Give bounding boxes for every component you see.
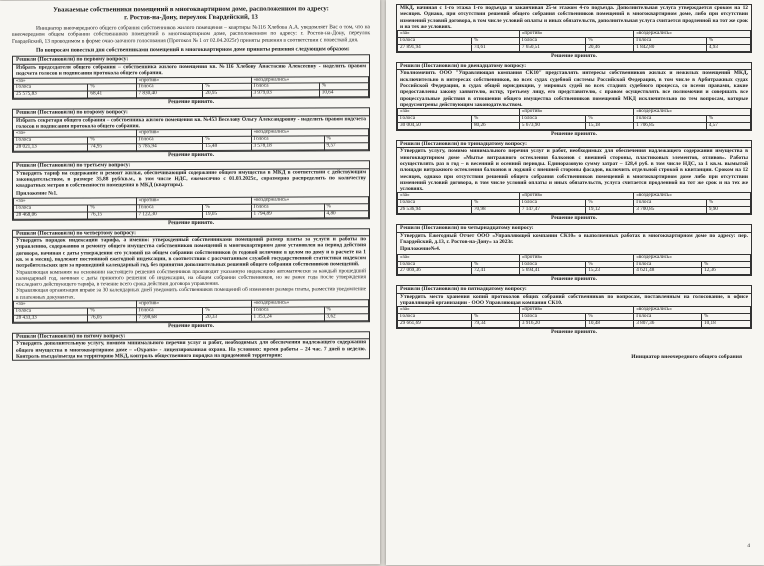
votes-col-label: Голоса — [634, 200, 707, 207]
votes-abstain-header: «воздержались» — [634, 31, 751, 38]
votes-abstain-header: «воздержались» — [634, 307, 751, 314]
votes-abstain-header: «воздержались» — [251, 76, 368, 83]
votes-for-percent: 74,95 — [88, 144, 136, 151]
question-text: Утвердить порядок индексации тарифа, а именно: утвержденный собственниками помещений размер платы за услуги и работы по управлению, содержанию и ремонту общего имущества собственников помещений в многоквартирном доме установлен на период действия договора, начиная с даты утверждения его условий на общем собрании собственников (в годовой величине в целом по дому и в расчете на 1 кв. м в месяц), подлежит постоянной ежегодной индексации, в соответствии с рассчитанным службой государственной статистики индексом потребительских цен за прошедший календарный год, без принятия дополнительных решений общего собрания собственников помещений. — [16, 236, 366, 269]
question-text: Утвердить тариф на содержание и ремонт жилья, обеспечивающий содержание общего имущества в МКД в соответствии с действующим законодательством, в размере 35,88 руб/кв.м., в том числе НДС, ежемесячно с 01.03.2025г., соразмерно распределить по количеству квадратных метров в собственности помещения в МКД (квартиры). — [16, 168, 366, 189]
votes-against-header: «против» — [519, 307, 633, 314]
votes-table — [13, 196, 369, 219]
votes-col-label: Голоса — [519, 261, 586, 268]
votes-abstain-percent: 3,62 — [324, 314, 368, 321]
question-12-block — [396, 62, 752, 131]
question-text: Утвердить дополнительную услугу, помимо минимального перечня услуг и работ, необходимых для обеспечения надлежащего содержания общего имущества в многоквартирном доме – «Охрана» - лицензированная охрана. На условиях: время работы – 24 час. 7 дней в неделю. Контроль въезда/выезда на территорию МКД, контроль общественного порядка на придомовой территории: — [16, 339, 366, 360]
right-page — [386, 0, 764, 565]
votes-col-label: Голоса — [251, 204, 324, 211]
percent-col-label: % — [88, 308, 136, 315]
votes-for-header: «за» — [398, 109, 520, 116]
question-text: Утвердить место хранения копий протоколов общих собраний собственников по вопросам, поставленным на голосование, в офисе управляющей организации - ООО Управляющая компания СК10. — [400, 293, 748, 307]
votes-abstain-percent: 9,90 — [706, 207, 750, 214]
votes-for-value: 27 069,36 — [398, 268, 472, 275]
percent-col-label: % — [203, 84, 251, 91]
votes-for-header: «за» — [14, 198, 137, 205]
question-text: Уполномочить ООО "Управляющая компания СК10" представлять интересы собственников жилых и нежилых помещений МКД, исключительно в интересах собственников, во всех судах судебной системы Российской Федерации, в том числе в Арбитражных судах Российской Федерации, в судах общей юрисдикции, у мировых судей во всех стадиях судебного процесса, со всеми правами, какие предоставлены закону заявителю, истцу, третьему лицу, его представителю, с правом осуществлять все полномочия и совершать все процессуальные действия в отношении общего имущества собственников помещений МКД исключительно по тем вопросам, которые предусмотрены действующим законодательством. — [400, 70, 748, 108]
votes-for-header: «за» — [398, 31, 520, 38]
votes-col-label: Голоса — [634, 116, 707, 123]
percent-col-label: % — [586, 116, 634, 123]
votes-col-label: Голоса — [634, 38, 707, 45]
percent-col-label: % — [586, 314, 634, 321]
votes-abstain-header: «воздержались» — [634, 254, 751, 261]
votes-col-label: Голоса — [398, 314, 472, 321]
question-heading: Решили (Постановили) по четырнадцатому вопросу: — [397, 225, 751, 233]
votes-abstain-value: 3 578,18 — [251, 143, 324, 150]
votes-against-percent: 19,12 — [586, 207, 634, 214]
votes-col-label: Голоса — [398, 261, 472, 268]
votes-abstain-percent: 4,80 — [324, 210, 368, 217]
votes-for-header: «за» — [14, 301, 137, 308]
votes-table — [397, 306, 751, 328]
question-heading: Решили (Постановили) по первому вопросу: — [13, 56, 369, 65]
votes-table — [397, 30, 751, 52]
votes-col-label: Голоса — [14, 205, 88, 212]
votes-for-header: «за» — [398, 307, 520, 314]
question-heading: Решили (Постановили) по пятому вопросу: — [13, 332, 369, 341]
votes-against-value: 7 598,68 — [136, 314, 203, 321]
question-3-block — [12, 160, 370, 220]
votes-against-header: «против» — [136, 197, 251, 204]
votes-against-percent: 15,23 — [586, 268, 634, 275]
decision-text: Решение принято. — [550, 276, 598, 283]
votes-against-header: «против» — [519, 254, 633, 261]
percent-col-label: % — [706, 200, 750, 207]
votes-for-value: 28 468,06 — [14, 212, 88, 219]
votes-against-header: «против» — [136, 77, 251, 84]
votes-col-label: Голоса — [136, 137, 203, 144]
title-line-1: Уважаемые собственники помещений в многоквартирном доме, расположенном по адресу: — [53, 5, 329, 14]
votes-col-label: Голоса — [136, 307, 203, 314]
decision-text: Решение принято. — [550, 215, 598, 222]
votes-col-label: Голоса — [519, 116, 586, 123]
question-14-block — [396, 224, 752, 276]
votes-abstain-value: 1 706,85 — [634, 123, 707, 130]
votes-col-label: Голоса — [519, 200, 586, 207]
votes-col-label: Голоса — [519, 314, 586, 321]
percent-col-label: % — [586, 261, 634, 268]
votes-for-value: 26 536,94 — [398, 207, 472, 214]
votes-for-percent: 76,05 — [88, 315, 136, 322]
votes-col-label: Голоса — [136, 84, 203, 91]
votes-for-percent: 72,41 — [471, 268, 519, 275]
votes-col-label: Голоса — [398, 116, 472, 123]
percent-col-label: % — [702, 314, 751, 321]
votes-col-label: Голоса — [398, 200, 472, 207]
question-15-block — [396, 285, 752, 329]
votes-abstain-percent: 4,93 — [706, 45, 750, 52]
question-13-block — [396, 140, 752, 215]
votes-against-percent: 20,95 — [203, 91, 251, 98]
decision-text: Решение принято. — [167, 152, 215, 159]
initiator-signature-line: Инициатор внеочередного общего собрания — [631, 354, 742, 361]
percent-col-label: % — [471, 200, 519, 207]
votes-table — [13, 129, 369, 152]
votes-abstain-percent: 12,36 — [702, 268, 751, 275]
question-text-2: Управляющая компания на основании настоящего решения собственников производит указанную индексацию автоматически за каждый прошедший календарный год, начиная с даты принятого решения об индексации, на общем собрании собственников, но не ранее года после утверждения последнего действующего тарифа, в течение всего срока действия договора управления. — [16, 267, 366, 288]
percent-col-label: % — [88, 137, 136, 144]
percent-col-label: % — [706, 38, 750, 45]
question-text-3: Управляющая организация вправе за 30 календарных дней уведомить собственников помещений об изменении размера платы, разместив уведомление в платежных документах. — [16, 286, 366, 301]
percent-col-label: % — [203, 137, 251, 144]
percent-col-label: % — [203, 307, 251, 314]
question-heading: Решили (Постановили) по двенадцатому вопросу: — [397, 63, 751, 71]
decision-text: Решение принято. — [550, 52, 598, 59]
question-text: Избрать председателя общего собрания – собственника жилого помещения кв. №116 Хлебову Анастасию Алексеевну - наделить правом подсчета голосов и подписания протокола общего собрания. — [16, 63, 366, 78]
votes-for-value: 28 433,33 — [14, 315, 88, 322]
votes-against-percent: 20,33 — [203, 314, 251, 321]
votes-against-percent: 20,46 — [586, 45, 634, 52]
percent-col-label: % — [88, 204, 136, 211]
votes-table — [13, 76, 369, 99]
votes-table — [13, 299, 369, 322]
votes-abstain-value: 1 794,89 — [251, 211, 324, 218]
votes-table — [397, 192, 751, 214]
votes-for-value: 30 004,50 — [398, 123, 472, 130]
votes-abstain-percent: 9,57 — [324, 143, 368, 150]
question-heading: Решили (Постановили) по второму вопросу: — [13, 109, 369, 118]
votes-against-value: 7 830,40 — [136, 91, 203, 98]
votes-against-percent: 15,48 — [203, 143, 251, 150]
votes-against-percent: 10,48 — [586, 321, 634, 328]
votes-for-header: «за» — [398, 193, 520, 200]
votes-col-label: Голоса — [251, 136, 324, 143]
votes-abstain-header: «воздержались» — [251, 129, 368, 136]
percent-col-label: % — [324, 203, 368, 210]
question-text: Утвердить услугу, помимо минимального перечня услуг и работ, необходимых для обеспечения надлежащего содержания имущества в многоквартирном доме «Мытье витражного остекления балконов с внешней стороны, пластиковых элементов, отливов». Работы осуществлять раз в год – в весенний и осенний периоды. Единоразовую сумму затрат – 128,4 руб. в том числе НДС, за 1 кв.м. вымытой площади витражного остекления балконов и лоджий с внешней стороны фасадов, включить отдельной строкой в квитанции. Сроком на 12 месяцев, однако при отсутствии решений общего собрания собственников помещений в многоквартирном доме либо при отсутствии изменений условий договора, в том числе условий оплаты и иных обязательств, услуга считается продленной на тот же срок и на тех же условиях. — [400, 148, 748, 193]
votes-abstain-percent: 10,18 — [702, 321, 751, 328]
agenda-paragraph: По вопросам повестки дня собственниками помещений в многоквартирном доме приняты решения следующим образом: — [36, 46, 350, 54]
votes-col-label: Голоса — [136, 204, 203, 211]
votes-abstain-value: 1 842,80 — [634, 45, 707, 52]
votes-for-percent: 74,61 — [471, 45, 519, 52]
votes-against-header: «против» — [519, 109, 633, 116]
votes-abstain-percent: 10,64 — [319, 90, 368, 97]
votes-abstain-value: 3 700,85 — [634, 207, 707, 214]
votes-against-value: 7 650,51 — [519, 45, 586, 52]
votes-against-percent: 19,05 — [203, 211, 251, 218]
votes-col-label: Голоса — [14, 84, 88, 91]
question-5-continuation-block — [396, 4, 752, 53]
votes-against-header: «против» — [519, 31, 633, 38]
votes-table — [397, 254, 751, 276]
votes-col-label: Голоса — [634, 314, 702, 321]
question-text: Утвердить Ежегодный Отчет ООО «Управляющей компании СК10» о выполненных работах в многоквартирном доме по адресу: пер. Гвардейский, д.13, г. Ростов-на-Дону» за 2023г. — [400, 232, 748, 245]
question-4-block — [12, 228, 370, 324]
votes-for-value: 29 661,69 — [398, 321, 472, 328]
votes-against-value: 7 122,30 — [136, 211, 203, 218]
decision-text: Решение принято. — [550, 130, 598, 137]
percent-col-label: % — [586, 38, 634, 45]
votes-against-header: «против» — [519, 193, 633, 200]
votes-abstain-value: 3 807,36 — [634, 321, 702, 328]
votes-abstain-header: «воздержались» — [251, 197, 368, 204]
votes-for-value: 27 891,94 — [398, 45, 472, 52]
percent-col-label: % — [471, 38, 519, 45]
votes-col-label: Голоса — [519, 38, 586, 45]
votes-col-label: Голоса — [251, 307, 324, 314]
percent-col-label: % — [88, 84, 136, 91]
percent-col-label: % — [203, 204, 251, 211]
votes-abstain-value: 1 353,24 — [251, 314, 324, 321]
decision-text: Решение принято. — [550, 329, 598, 336]
percent-col-label: % — [319, 83, 368, 90]
question-heading: Решили (Постановили) по тринадцатому вопросу: — [397, 141, 751, 149]
left-page — [0, 0, 380, 566]
votes-abstain-value: 3 979,03 — [251, 90, 319, 97]
question-text: Избрать секретаря общего собрания – собственника жилого помещения кв. №453 Веселову Ольгу Александровну - наделить правом подсчета голосов и подписания протокола общего собрания. — [16, 116, 366, 130]
decision-text: Решение принято. — [167, 99, 215, 106]
page-number: 4 — [747, 543, 750, 549]
votes-col-label: Голоса — [14, 137, 88, 144]
percent-col-label: % — [471, 314, 519, 321]
question-5-block — [12, 331, 370, 361]
percent-col-label: % — [471, 261, 519, 268]
votes-abstain-header: «воздержались» — [251, 300, 368, 307]
question-1-block — [12, 55, 370, 100]
votes-against-value: 3 916,20 — [519, 321, 586, 328]
question-heading: Решили (Постановили) по пятнадцатому вопросу: — [397, 286, 751, 294]
votes-col-label: Голоса — [14, 308, 88, 315]
appendix-label: Приложение №1. — [16, 190, 58, 197]
votes-for-percent: 80,26 — [471, 123, 519, 130]
votes-against-value: 5 785,94 — [136, 144, 203, 151]
percent-col-label: % — [471, 116, 519, 123]
votes-col-label: Голоса — [251, 83, 319, 90]
question-heading: Решили (Постановили) по третьему вопросу: — [13, 161, 369, 170]
votes-for-percent: 68,41 — [88, 91, 136, 98]
votes-abstain-percent: 4,57 — [706, 123, 750, 130]
title-line-2: г. Ростов-на-Дону, переулок Гвардейский, 13 — [124, 13, 258, 21]
votes-for-header: «за» — [14, 130, 137, 137]
votes-col-label: Голоса — [634, 261, 702, 268]
percent-col-label: % — [324, 307, 368, 314]
votes-against-value: 5 673,90 — [519, 123, 586, 130]
votes-for-percent: 70,98 — [471, 207, 519, 214]
votes-table — [397, 108, 751, 130]
votes-against-header: «против» — [136, 130, 251, 137]
intro-paragraph: Инициатор внеочередного общего собрания собственников жилого помещения – квартиры №116 Хлебова А.А. уведомляет Вас о том, что на внеочередном общем собрании собственников помещений в многоквартирном доме, расположенном по адресу: г. Ростов-на-Дону, переулок Гвардейский, 13 проводимом в форме очно-заочного голосования (Протокол № 1 от 02.04.2025г) приняты решения в соответствии с повесткой дня. — [12, 24, 370, 45]
votes-for-header: «за» — [14, 77, 137, 84]
votes-abstain-header: «воздержались» — [634, 109, 751, 116]
appendix-label: Приложение№4. — [400, 246, 441, 253]
percent-col-label: % — [706, 116, 750, 123]
decision-text: Решение принято. — [167, 322, 215, 329]
votes-abstain-value: 4 621,48 — [634, 268, 702, 275]
votes-against-value: 7 147,47 — [519, 207, 586, 214]
decision-text: Решение принято. — [167, 219, 215, 226]
votes-against-value: 5 694,41 — [519, 268, 586, 275]
votes-against-header: «против» — [136, 300, 251, 307]
votes-for-header: «за» — [398, 254, 520, 261]
votes-col-label: Голоса — [398, 38, 472, 45]
percent-col-label: % — [324, 136, 368, 143]
votes-abstain-header: «воздержались» — [634, 193, 751, 200]
question-text: МКД, начиная с 1-го этажа 1-го подъезда и заканчивая 25-м этажом 4-го подъезда. Дополнительная услуга утверждается сроком на 12 месяцев. Однако, при отсутствии решений общего собрания собственников помещений в многоквартирном доме, либо при отсутствии изменений условий договора, в том числе условий оплаты и иных обязательств, дополнительная услуга считается продленной на тот же срок и на тех же условиях. — [400, 5, 748, 30]
percent-col-label: % — [702, 261, 751, 268]
percent-col-label: % — [586, 200, 634, 207]
votes-for-percent: 76,15 — [88, 211, 136, 218]
question-2-block — [12, 108, 370, 153]
votes-for-value: 25 575,83 — [14, 91, 88, 98]
votes-for-percent: 79,34 — [471, 321, 519, 328]
votes-for-value: 28 021,13 — [14, 144, 88, 151]
votes-against-percent: 15,18 — [586, 123, 634, 130]
question-heading: Решили (Постановили) по четвертому вопросу: — [13, 229, 369, 238]
